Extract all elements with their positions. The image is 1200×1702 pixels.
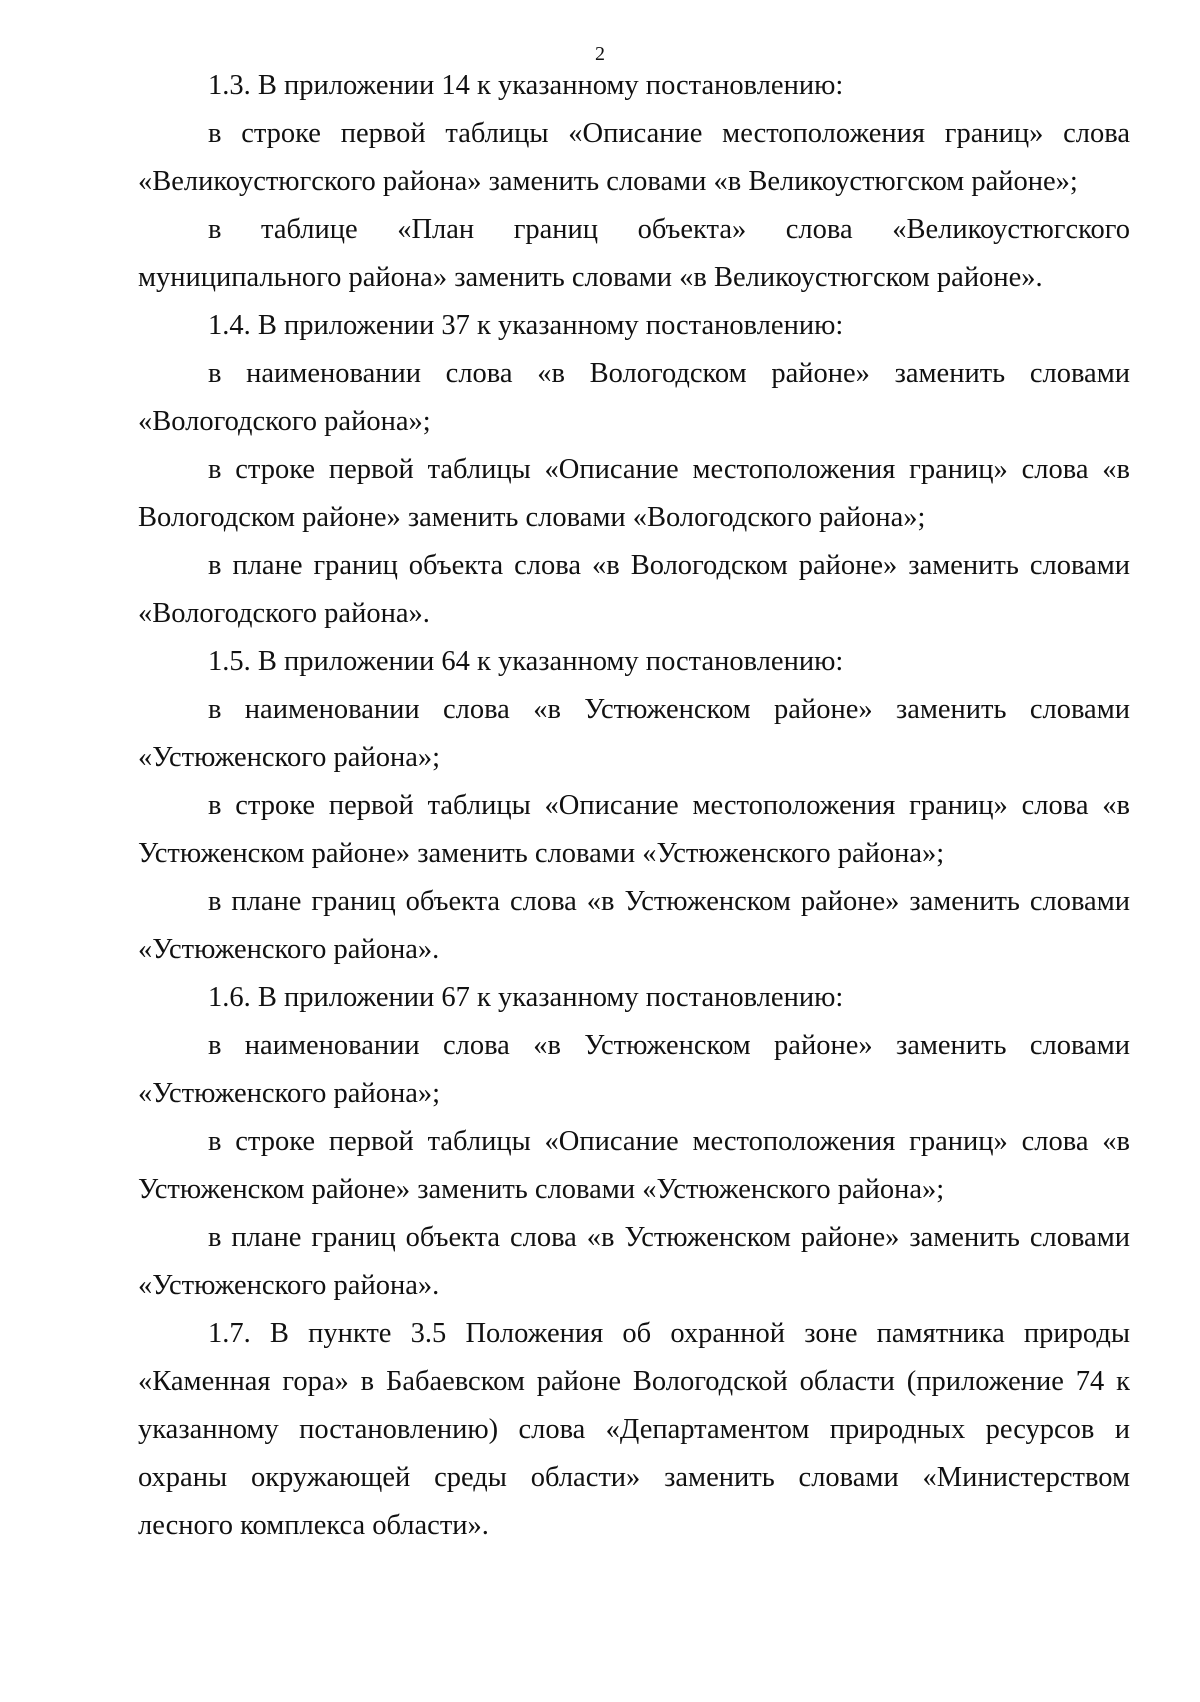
paragraph-1-4-b: в строке первой таблицы «Описание местоположения границ» слова «в Вологодском районе» заменить словами «Вологодского района»; (138, 454, 1130, 533)
paragraph-1-5-a: в наименовании слова «в Устюженском районе» заменить словами «Устюженского района»; (138, 694, 1130, 773)
paragraph-1-7: 1.7. В пункте 3.5 Положения об охранной зоне памятника природы «Каменная гора» в Бабаевском районе Вологодской области (приложение 74 к указанному постановлению) слова «Департаментом природных ресурсов и охраны окружающей среды области» заменить словами «Министерством лесного комплекса области». (138, 1318, 1130, 1541)
paragraph-1-6-c: в плане границ объекта слова «в Устюженском районе» заменить словами «Устюженского района». (138, 1222, 1130, 1301)
paragraph-1-5-c: в плане границ объекта слова «в Устюженском районе» заменить словами «Устюженского района». (138, 886, 1130, 965)
paragraph-1-4-heading: 1.4. В приложении 37 к указанному постановлению: (208, 310, 844, 341)
paragraph-1-3-b: в таблице «План границ объекта» слова «Великоустюгского муниципального района» заменить словами «в Великоустюгском районе». (138, 214, 1130, 293)
paragraph-1-4-a: в наименовании слова «в Вологодском районе» заменить словами «Вологодского района»; (138, 358, 1130, 437)
paragraph-1-6-a: в наименовании слова «в Устюженском районе» заменить словами «Устюженского района»; (138, 1030, 1130, 1109)
paragraph-1-6-b: в строке первой таблицы «Описание местоположения границ» слова «в Устюженском районе» заменить словами «Устюженского района»; (138, 1126, 1130, 1205)
paragraph-1-3-heading: 1.3. В приложении 14 к указанному постановлению: (208, 70, 844, 101)
document-body (138, 62, 1130, 1550)
page-number: 2 (595, 43, 605, 65)
paragraph-1-5-heading: 1.5. В приложении 64 к указанному постановлению: (208, 646, 844, 677)
paragraph-1-4-c: в плане границ объекта слова «в Вологодском районе» заменить словами «Вологодского района». (138, 550, 1130, 629)
paragraph-1-5-b: в строке первой таблицы «Описание местоположения границ» слова «в Устюженском районе» заменить словами «Устюженского района»; (138, 790, 1130, 869)
paragraph-1-6-heading: 1.6. В приложении 67 к указанному постановлению: (208, 982, 844, 1013)
paragraph-1-3-a: в строке первой таблицы «Описание местоположения границ» слова «Великоустюгского района» заменить словами «в Великоустюгском районе»; (138, 118, 1130, 197)
